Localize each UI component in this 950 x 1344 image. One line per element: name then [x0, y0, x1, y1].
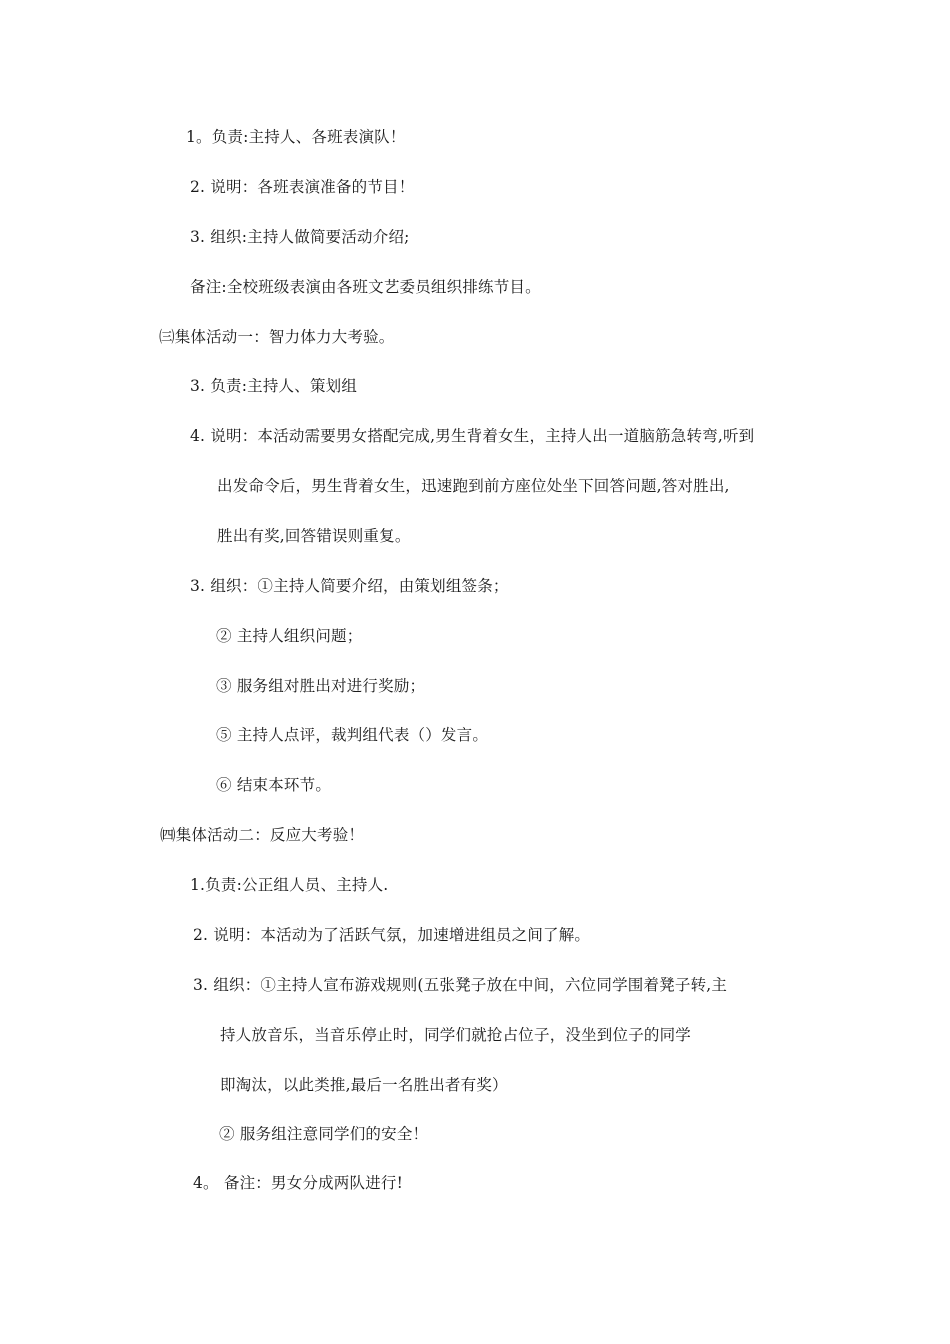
text-line: 3. 组织：①主持人简要介绍，由策划组签条；: [190, 577, 509, 595]
text-line: 2. 说明：本活动为了活跃气氛，加速增进组员之间了解。: [193, 926, 591, 944]
text-line: 4。 备注：男女分成两队进行!: [193, 1174, 404, 1192]
text-line: ⑤ 主持人点评，裁判组代表（）发言。: [216, 726, 489, 744]
text-line: ② 主持人组织问题；: [216, 627, 363, 645]
text-line: ⑥ 结束本环节。: [216, 776, 332, 794]
text-line: 胜出有奖,回答错误则重复。: [217, 527, 411, 545]
text-line: 1.负责:公正组人员、主持人.: [190, 876, 389, 894]
text-line: 3. 组织：①主持人宣布游戏规则(五张凳子放在中间，六位同学围着凳子转,主: [193, 976, 728, 994]
section-heading: ㈣集体活动二：反应大考验！: [160, 826, 365, 844]
text-line: 3. 组织:主持人做简要活动介绍;: [190, 228, 410, 246]
text-line: 备注:全校班级表演由各班文艺委员组织排练节目。: [190, 278, 541, 296]
text-line: 2. 说明：各班表演准备的节目！: [190, 178, 415, 196]
text-line: 即淘汰，以此类推,最后一名胜出者有奖）: [220, 1076, 508, 1094]
text-line: 3. 负责:主持人、策划组: [190, 377, 358, 395]
text-line: ② 服务组注意同学们的安全！: [219, 1125, 429, 1143]
text-line: ③ 服务组对胜出对进行奖励；: [216, 677, 426, 695]
text-line: 1。负责:主持人、各班表演队！: [186, 128, 406, 146]
text-line: 持人放音乐，当音乐停止时，同学们就抢占位子，没坐到位子的同学: [220, 1026, 692, 1044]
text-line: 出发命令后，男生背着女生，迅速跑到前方座位处坐下回答问题,答对胜出,: [217, 477, 730, 495]
text-line: 4. 说明：本活动需要男女搭配完成,男生背着女生，主持人出一道脑筋急转弯,听到: [190, 427, 755, 445]
section-heading: ㈢集体活动一：智力体力大考验。: [159, 328, 395, 346]
